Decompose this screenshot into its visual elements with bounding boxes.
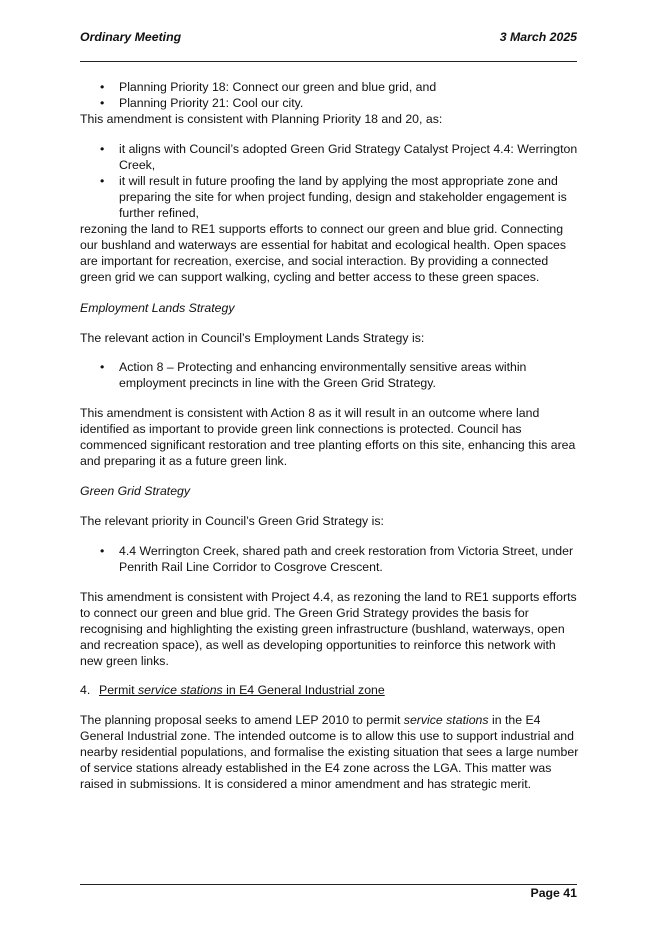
- page-header: [80, 30, 577, 44]
- section-4-paragraph: [80, 712, 580, 792]
- employment-heading: Employment Lands Strategy: [80, 301, 235, 315]
- rezoning-paragraph: rezoning the land to RE1 supports efforts to connect our green and blue grid. Connecting our bushland and waterways are essential for habitat and ecological health. Open spaces are important for recreation, exercise, and social interaction. By providing a connected green grid we can support walking, cycling and better access to these green spaces.: [80, 222, 567, 284]
- greengrid-heading: Green Grid Strategy: [80, 484, 191, 498]
- consistency-list: [80, 141, 580, 221]
- paragraph-pre: The planning proposal seeks to amend LEP 2010 to permit: [80, 713, 404, 727]
- greengrid-list: [80, 543, 580, 575]
- list-item: • 4.4 Werrington Creek, shared path and creek restoration from Victoria Street, under Penrith Rail Line Corridor to Cosgrove Crescent.: [80, 543, 580, 575]
- priorities-list: [80, 79, 580, 111]
- paragraph-italic: service stations: [403, 713, 489, 727]
- document-body: [80, 79, 580, 792]
- meeting-date: 3 March 2025: [499, 30, 577, 44]
- list-item: • Planning Priority 18: Connect our green and blue grid, and: [80, 79, 580, 95]
- section-number: 4.: [80, 683, 91, 697]
- list-item: • it will result in future proofing the land by applying the most appropriate zone and preparing the site for when project funding, design and stakeholder engagement is further refined,: [80, 173, 580, 221]
- section-title: [99, 682, 385, 698]
- paragraph-post: in the E4 General Industrial zone. The intended outcome is to allow this use to support industrial and nearby residential populations, and formalise the existing situation that sees a large number of service stations already established in the E4 zone across the LGA. This matter was raised in submissions. It is considered a minor amendment and has strategic merit.: [80, 713, 579, 791]
- employment-intro: The relevant action in Council’s Employment Lands Strategy is:: [80, 331, 425, 345]
- greengrid-paragraph: This amendment is consistent with Project 4.4, as rezoning the land to RE1 supports efforts to connect our green and blue grid. The Green Grid Strategy provides the basis for recognising and highlighting the existing green infrastructure (bushland, waterways, open and recreation space), as well as developing opportunities to reinforce this network with new green links.: [80, 590, 577, 668]
- meeting-name: Ordinary Meeting: [80, 30, 182, 44]
- section-title-post: in E4 General Industrial zone: [222, 683, 385, 697]
- list-item: • Planning Priority 21: Cool our city.: [80, 95, 580, 111]
- list-item: • Action 8 – Protecting and enhancing environmentally sensitive areas within employment precincts in line with the Green Grid Strategy.: [80, 359, 580, 391]
- header-rule: [80, 61, 577, 62]
- section-title-pre: Permit: [99, 683, 138, 697]
- page-number: Page 41: [530, 886, 577, 900]
- consistency-intro: This amendment is consistent with Planning Priority 18 and 20, as:: [80, 112, 443, 126]
- employment-paragraph: This amendment is consistent with Action 8 as it will result in an outcome where land identified as important to provide green link connections is protected. Council has commenced significant restoration and tree planting efforts on this site, enhancing this area and preparing it as a future green link.: [80, 406, 576, 468]
- list-item: • it aligns with Council’s adopted Green Grid Strategy Catalyst Project 4.4: Werrington Creek,: [80, 141, 580, 173]
- footer-rule: [80, 884, 577, 885]
- employment-list: [80, 359, 580, 391]
- greengrid-intro: The relevant priority in Council’s Green Grid Strategy is:: [80, 514, 384, 528]
- section-4-heading: [80, 682, 580, 698]
- section-title-italic: service stations: [137, 683, 223, 697]
